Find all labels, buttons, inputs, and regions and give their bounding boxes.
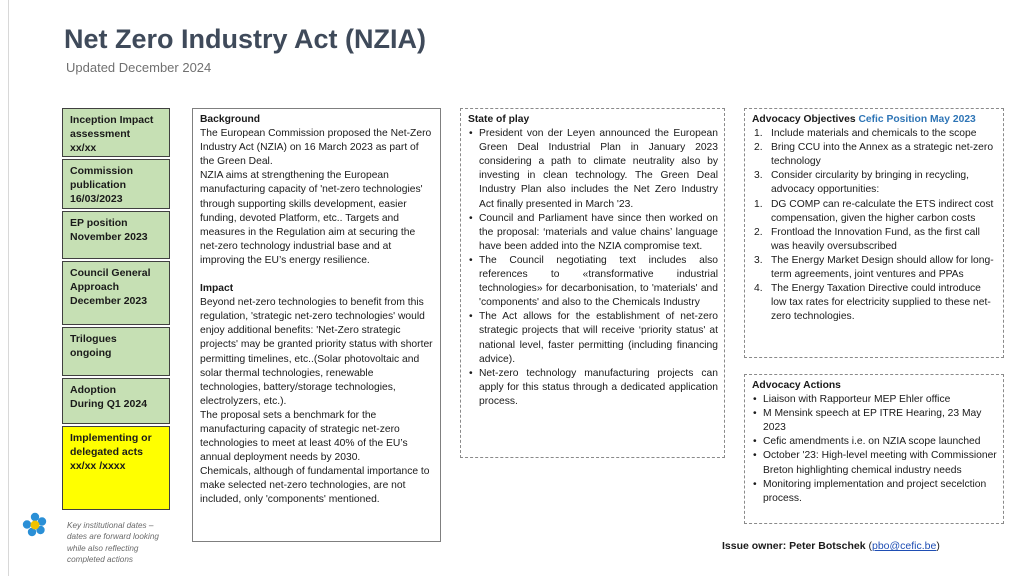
state-of-play-panel [460,108,725,458]
paren-open: ( [868,540,872,552]
actions-list [752,393,997,506]
cefic-logo-icon [22,512,48,538]
list-text: The Energy Taxation Directive could introduce low tax rates for electricity supplied to these net-zero technologies. [771,283,991,323]
list-number: 4. [754,283,763,295]
timeline-step-commission [62,159,170,209]
list-item [752,254,997,282]
timeline-step-implementing [62,426,170,510]
advocacy-objectives-panel [744,108,1004,358]
timeline-step-line: Council General [70,267,151,279]
timeline-step-line: ongoing [70,347,112,359]
timeline-step-line: Inception Impact [70,114,154,126]
background-paragraph: NZIA aims at strengthening the European manufacturing capacity of 'net-zero technologies' through supporting skills development, easier funding, devoted Platform, etc.. Targets and measures in the Regulation aim at securing the net-zero technology industrial base and at improving the EU’s energy resilience. [200,170,423,266]
list-item [752,141,997,169]
list-text: Consider circularity by bringing in recycling, advocacy opportunities: [771,170,970,196]
issue-owner [722,540,940,552]
timeline-step-line: Commission [70,165,134,177]
owner-email-link[interactable]: pbo@cefic.be [871,540,937,552]
impact-paragraph: Beyond net-zero technologies to benefit from this regulation, 'strategic net-zero technologies' would enjoy additional benefits: 'Net-Zero strategic projects' may be granted priority status with shorter permitting timelines, etc..(Solar photovoltaic and solar thermal technologies, renewable technologies, battery/storage technologies, electrolyzers, etc.). [200,297,433,407]
timeline-step-line: November 2023 [70,231,148,243]
cefic-position-link[interactable]: Cefic Position May 2023 [858,114,976,125]
objectives-header [752,113,997,127]
impact-paragraph: The proposal sets a benchmark for the manufacturing capacity of strategic net-zero technologies to meet at least 40% of the EU’s annual deployment needs by 2030. [200,409,408,464]
timeline-step-line: 16/03/2023 [70,193,123,205]
objectives-sublist [752,198,997,325]
timeline-step-line: Approach [70,281,120,293]
timeline-step-adoption [62,378,170,424]
timeline [62,108,172,512]
impact-paragraph: Chemicals, although of fundamental importance to make selected net-zero technologies, are not included, only 'components' mentioned. [200,466,430,506]
actions-heading: Advocacy Actions [752,380,841,391]
list-item [752,198,997,226]
list-item [752,169,997,197]
timeline-step-line: During Q1 2024 [70,398,148,410]
list-number: 2. [754,142,763,154]
list-text: Include materials and chemicals to the scope [771,128,977,140]
list-item: • October '23: High-level meeting with Commissioner Breton highlighting chemical industry needs [752,449,997,477]
objectives-heading: Advocacy Objectives [752,114,856,125]
list-text: DG COMP can re-calculate the ETS indirect cost compensation, given the higher carbon costs [771,198,994,224]
page-subtitle: Updated December 2024 [66,60,212,75]
background-paragraph: The European Commission proposed the Net-Zero Industry Act (NZIA) on 16 March 2023 as part of the Green Deal. [200,128,432,168]
list-item [752,226,997,254]
state-of-play-list [468,127,718,409]
timeline-step-line: xx/xx /xxxx [70,460,126,472]
list-text: The Energy Market Design should allow for long-term agreements, joint ventures and PPAs [771,254,994,281]
timeline-step-line: xx/xx [70,142,97,154]
timeline-step-line: Trilogues [70,333,117,345]
list-item [752,282,997,324]
timeline-step-line: delegated acts [70,446,143,458]
timeline-step-trilogues [62,327,170,376]
list-item: • Liaison with Rapporteur MEP Ehler office [752,393,997,407]
list-number: 3. [754,170,763,182]
list-number: 3. [754,254,763,266]
background-heading: Background [200,114,261,125]
timeline-step-line: Adoption [70,384,117,396]
timeline-step-line: Implementing or [70,432,152,444]
list-text: Bring CCU into the Annex as a strategic net-zero technology [771,142,994,168]
page-title: Net Zero Industry Act (NZIA) [64,24,427,54]
state-of-play-heading: State of play [468,114,530,125]
list-text: Frontload the Innovation Fund, as the first call was heavily oversubscribed [771,226,980,252]
list-item [752,127,997,141]
list-item: • Net-zero technology manufacturing projects can apply for this status through a dedicated application process. [468,367,718,409]
left-edge-divider [0,0,9,576]
list-item: • Council and Parliament have since then worked on the proposal: ‘materials and value chains’ language have been added into the NZIA compromise text. [468,212,718,254]
timeline-step-line: assessment [70,128,131,140]
paren-close: ) [936,540,940,552]
list-item: • Monitoring implementation and project secelction process. [752,478,997,506]
list-number: 1. [754,128,763,140]
list-number: 2. [754,226,763,238]
timeline-step-ep-position [62,211,170,259]
timeline-step-line: publication [70,179,126,191]
list-item: • Cefic amendments i.e. on NZIA scope launched [752,435,997,449]
background-panel [192,108,441,542]
list-item: • The Council negotiating text includes also references to «transformative industrial technologies» for decarbonisation, to 'materials' and 'components' and also to the Chemicals Industry [468,254,718,310]
timeline-step-line: December 2023 [70,295,148,307]
timeline-step-line: EP position [70,217,128,229]
list-item: • The Act allows for the establishment of net-zero strategic projects that will receive ‘priority status' at national level, faster permitting (including financing advice). [468,310,718,366]
list-item: • President von der Leyen announced the European Green Deal Industrial Plan in January 2023 considering a path to climate neutrality also by investing in clean technology. The Green Deal Industry Plan also includes the Net Zero Industry Act finally presented in March '23. [468,127,718,212]
timeline-footnote: Key institutional dates – dates are forward looking while also reflecting completed actions [67,521,159,564]
impact-heading: Impact [200,283,234,295]
timeline-step-inception [62,108,170,157]
list-number: 1. [754,198,763,210]
list-item: • M Mensink speech at EP ITRE Hearing, 23 May 2023 [752,407,997,435]
spacer [200,268,434,282]
objectives-list [752,127,997,197]
issue-owner-label: Issue owner: Peter Botschek [722,540,866,552]
advocacy-actions-panel [744,374,1004,524]
timeline-step-council [62,261,170,325]
